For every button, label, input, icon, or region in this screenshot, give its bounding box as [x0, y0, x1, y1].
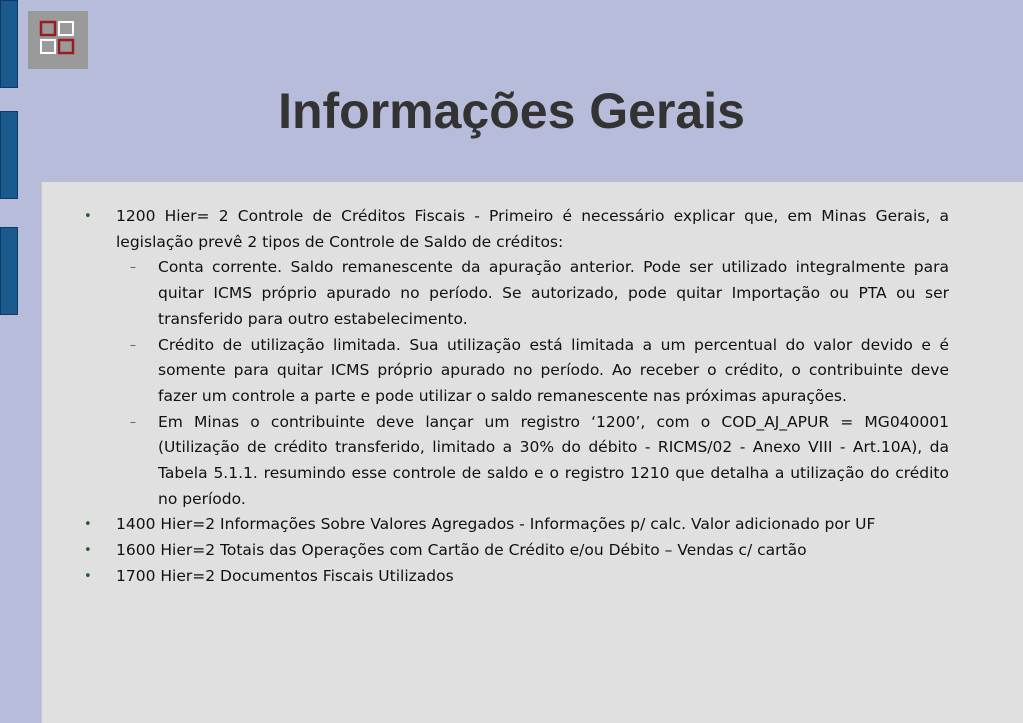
list-item-text: 1400 Hier=2 Informações Sobre Valores Agregados - Informações p/ calc. Valor adicionado por UF — [116, 515, 876, 534]
list-item-text: 1600 Hier=2 Totais das Operações com Cartão de Crédito e/ou Débito – Vendas c/ cartão — [116, 541, 807, 560]
list-item — [84, 564, 949, 590]
list-item — [84, 204, 949, 255]
sub-list-item-text: Conta corrente. Saldo remanescente da apuração anterior. Pode ser utilizado integralmente para quitar ICMS próprio apurado no período. Se autorizado, pode quitar Importação ou PTA ou ser transferido para outro estabelecimento. — [158, 258, 949, 328]
left-accent-bar — [0, 0, 18, 88]
list-item-text: 1700 Hier=2 Documentos Fiscais Utilizados — [116, 566, 454, 585]
list-item — [84, 512, 949, 538]
squares-logo-icon — [28, 11, 88, 69]
slide-content — [84, 204, 949, 590]
sub-list-item — [84, 410, 949, 513]
bullet-icon: • — [84, 543, 92, 559]
list-item — [84, 538, 949, 564]
dash-icon: – — [130, 260, 136, 275]
slide-title: Informações Gerais — [278, 83, 745, 139]
bullet-icon: • — [84, 209, 92, 224]
sub-list-item — [84, 255, 949, 332]
left-accent-bar — [0, 227, 18, 315]
sub-list-item-text: Em Minas o contribuinte deve lançar um registro ‘1200’, com o COD_AJ_APUR = MG040001 (Utilização de crédito transferido, limitado a 30% do débito - RICMS/02 - Anexo VIII - Art.10A), da Tabela 5.1.1. resumindo esse controle de saldo e o registro 1210 que detalha a utilização do crédito no período. — [158, 412, 949, 508]
list-item-text: 1200 Hier= 2 Controle de Créditos Fiscais - Primeiro é necessário explicar que, em Minas Gerais, a legislação prevê 2 tipos de Controle de Saldo de créditos: — [116, 207, 949, 251]
sub-list-item-text: Crédito de utilização limitada. Sua utilização está limitada a um percentual do valor devido e é somente para quitar ICMS próprio apurado no período. Ao receber o crédito, o contribuinte deve fazer um controle a parte e pode utilizar o saldo remanescente nas próximas apurações. — [158, 335, 949, 405]
dash-icon: – — [130, 414, 136, 429]
sub-list-item — [84, 333, 949, 410]
dash-icon: – — [130, 337, 136, 352]
bullet-icon: • — [84, 568, 92, 584]
bullet-icon: • — [84, 517, 92, 533]
